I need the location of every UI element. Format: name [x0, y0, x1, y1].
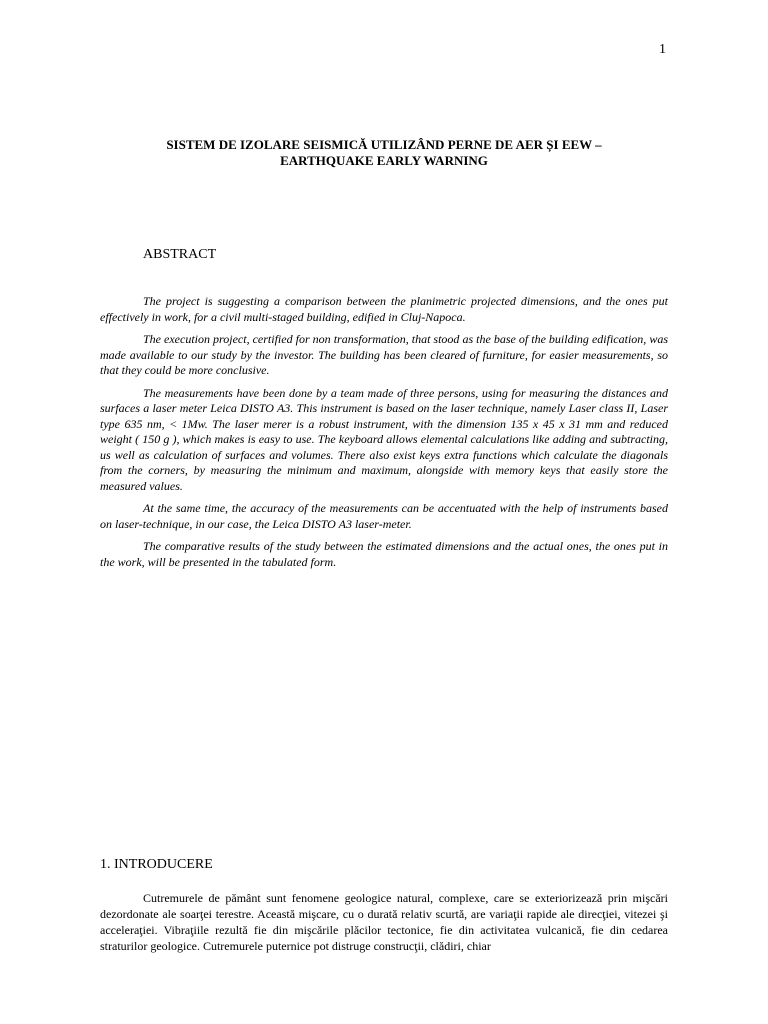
abstract-heading: ABSTRACT — [143, 247, 217, 262]
abstract-paragraph: The project is suggesting a comparison between the planimetric projected dimensions, and the ones put effectively in work, for a civil multi-staged building, edified in Cluj-Napoca. — [100, 294, 668, 324]
abstract-body — [100, 294, 668, 577]
page-number: 1 — [659, 42, 666, 57]
abstract-paragraph: The execution project, certified for non transformation, that stood as the base of the building edification, was made available to our study by the investor. The building has been cleared of furniture, for easier measurements, so that they could be more conclusive. — [100, 332, 668, 377]
introduction-heading: 1. INTRODUCERE — [100, 857, 213, 872]
introduction-paragraph: Cutremurele de pământ sunt fenomene geologice natural, complexe, care se exteriorizează prin mişcări dezordonate ale soarţei terestre. Această mişcare, cu o durată relativ scurtă, are variaţii rapide ale direcţiei, vitezei şi acceleraţiei. Vibraţiile rezultă fie din mişcările plăcilor tectonice, fie din activitatea vulcanică, fie din cedarea straturilor geologice. Cutremurele puternice pot distruge construcţii, clădiri, chiar — [100, 891, 668, 953]
title-line-1: SISTEM DE IZOLARE SEISMICĂ UTILIZÂND PERNE DE AER ȘI EEW – — [166, 137, 602, 152]
introduction-body — [100, 890, 668, 962]
document-title — [100, 137, 668, 169]
abstract-paragraph: The comparative results of the study between the estimated dimensions and the actual ones, the ones put in the work, will be presented in the tabulated form. — [100, 539, 668, 569]
abstract-paragraph: The measurements have been done by a team made of three persons, using for measuring the distances and surfaces a laser meter Leica DISTO A3. This instrument is based on the laser technique, namely Laser class II, Laser type 635 nm, < 1Mw. The laser merer is a robust instrument, with the dimension 135 x 45 x 31 mm and reduced weight ( 150 g ), which makes is easy to use. The keyboard allows elemental calculations like adding and subtracting, us well as calculation of surfaces and volumes. There also exist keys extra functions which calculate the diagonals from the corners, by measuring the minimum and maximum, alongside with memory keys that easily store the measured values. — [100, 385, 668, 493]
title-line-2: EARTHQUAKE EARLY WARNING — [280, 153, 488, 168]
abstract-paragraph: At the same time, the accuracy of the measurements can be accentuated with the help of instruments based on laser-technique, in our case, the Leica DISTO A3 laser-meter. — [100, 501, 668, 531]
